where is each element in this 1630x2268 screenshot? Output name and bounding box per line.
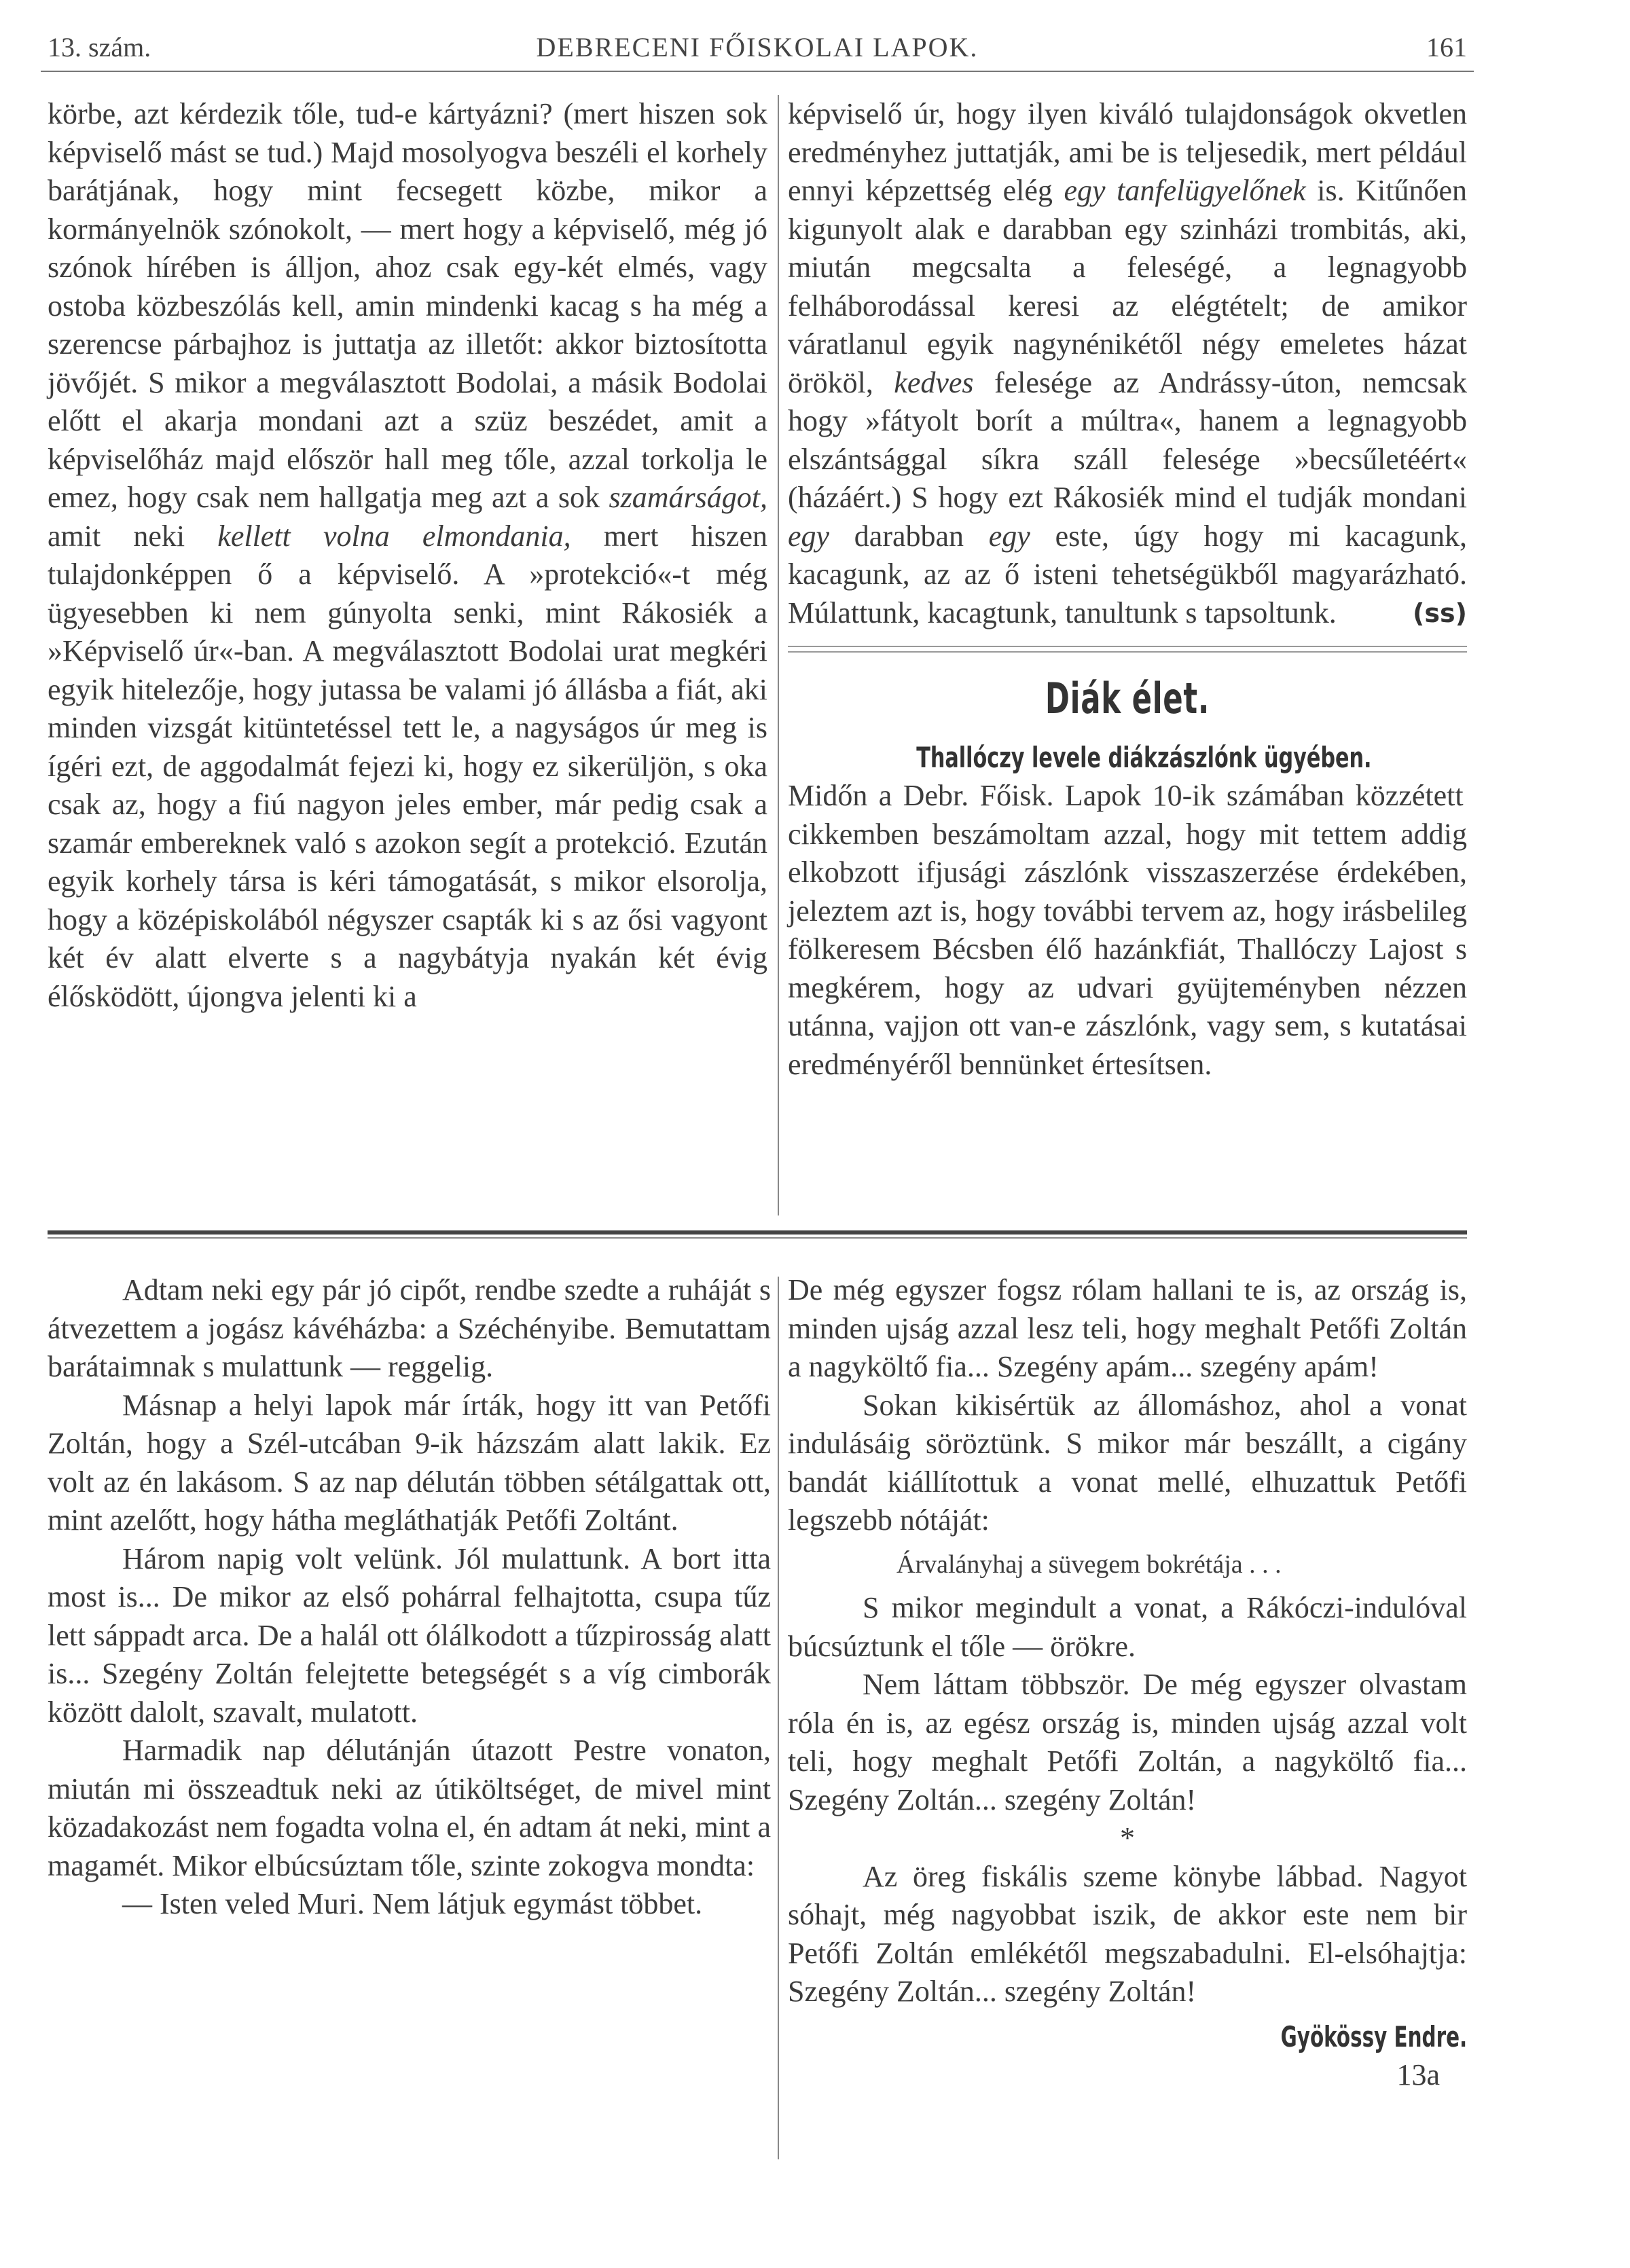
author-sign: (ss) [1413,598,1467,628]
paragraph: Thallóczy levele diákzászlónk ügyében. Midőn a Debr. Főisk. Lapok 10-ik számában közzétett cikkemben beszámoltam azzal, hogy mit tettem addig elkobzott ifjusági zászlónk visszaszerzése érdekében, jeleztem azt is, hogy további tervem az, hogy irásbelileg fölkeresem Bécsben élő hazánkfiát, Thallóczy Lajost s megkérem, hogy az udvari gyüjteményben nézzen utánna, vajjon ott van-e zászlónk, vagy sem, s kutatásai eredményéről bennünket értesítsen. [788,739,1467,1084]
column-top-left [48,95,767,1222]
page-number: 161 [1426,32,1467,62]
signature-mark: 13a [1396,2058,1440,2091]
section-rule [788,651,1467,653]
paragraph: Három napig volt velünk. Jól mulattunk. A bort itta most is... De mikor az első pohárral felhajtotta, csupa tűz lett sáppadt arca. De a halál ott ólálkodott a tűzpirosság alatt is... Szegény Zoltán felejtette betegségét s a víg cimborák között dalolt, szavalt, mulatott. [48,1541,771,1729]
section-rule [788,646,1467,647]
column-bottom-left [48,1271,771,2168]
paragraph: Harmadik nap délutánján útazott Pestre vonaton, miután mi összeadtuk neki az útiköltséget, de mivel mint közadakozást nem fogadta volna el, én adtam át neki, mint a magamét. Mikor elbúcsúztam tőle, szinte zokogva mondta: [48,1734,771,1882]
column-divider [778,95,779,1215]
paragraph: Az öreg fiskális szeme könybe lábbad. Nagyot sóhajt, még nagyobbat iszik, de akkor este nem bir Petőfi Zoltán emlékétől megszabadulni. El-elsóhajtja: Szegény Zoltán... szegény Zoltán! [788,1859,1467,2008]
paragraph: Nem láttam többször. De még egyszer olvastam róla én is, az egész ország is, minden ujság azzal volt teli, hogy meghalt Petőfi Zoltán, a nagyköltő fia... Szegény Zoltán... szegény Zoltán! [788,1668,1467,1816]
article-lead: Thallóczy levele diákzászlónk ügyében. [916,740,1372,774]
paragraph: De még egyszer fogsz rólam hallani te is, az ország is, minden ujság azzal lesz teli, hogy meghalt Petőfi Zoltán a nagyköltő fia... Szegény apám... szegény apám! [788,1273,1467,1383]
issue-number: 13. szám. [48,32,151,62]
running-head [41,27,1474,68]
verse-line: Árvalányhaj a süvegem bokrétája . . . [896,1550,1282,1579]
column-divider [778,1277,779,2159]
paragraph: Másnap a helyi lapok már írták, hogy itt van Petőfi Zoltán, hogy a Szél-utcában 9-ik házszám alatt lakik. Ez volt az én lakásom. S az nap délután többen sétálgattak ott, mint azelőtt, hogy hátha megláthatják Petőfi Zoltánt. [48,1388,771,1537]
author-signature: Gyökössy Endre. [1280,2019,1467,2053]
heavy-divider [48,1230,1467,1234]
header-rule [41,71,1474,72]
asterisk-separator: * [1120,1821,1135,1854]
paragraph: körbe, azt kérdezik tőle, tud-e kártyázni? (mert hiszen sok képviselő mást se tud.) Majd mosolyogva beszéli el korhely barátjának, hogy mint fecsegett közbe, mikor a kormányelnök szónokolt, — mert hogy a képviselő, még jó szónok hírében is álljon, ahoz csak egy-két elmés, vagy ostoba közbeszólás kell, amin mindenki kacag s ha még a szerencse párbajhoz is juttatja az illetőt: akkor biztosította jövőjét. S mikor a megválasztott Bodolai, a másik Bodolai előtt el akarja mondani azt a szüz beszédet, amit a képviselőház majd először hall meg tőle, azzal torkolja le emez, hogy csak nem hallgatja meg azt a sok szamárságot, amit neki kellett volna elmondania, mert hiszen tulajdonképpen ő a képviselő. A »protekció«-t még ügyesebben ki nem gúnyolta senki, mint Rákosiék a »Képviselő úr«-ban. A megválasztott Bodolai urat megkéri egyik hitelezője, hogy jutassa be valami jó állásba a fiát, aki minden vizsgát kitüntetéssel tett le, a nagyságos úr meg is ígéri ezt, de aggodalmát fejezi ki, hogy ez sikerüljön, s oka csak az, hogy a fiú nagyon jeles ember, már pedig csak a szamár embereknek való s azokon segít a protekció. Ezután egyik korhely társa is kéri támogatását, s mikor elsorolja, hogy a középiskolából négyszer csapták ki s az ősi vagyont két év alatt elverte s a nagybátyja nyakán két évig élősködött, újongva jelenti ki a [48,97,767,1013]
signature-line [788,2018,1467,2057]
column-bottom-right [788,1271,1467,2154]
thin-divider [48,1237,1467,1239]
paragraph: — Isten veled Muri. Nem látjuk egymást többet. [122,1887,703,1920]
paragraph: Adtam neki egy pár jó cipőt, rendbe szedte a ruháját s átvezettem a jogász kávéházba: a Széchényibe. Bemutattam barátaimnak s mulattunk — reggelig. [48,1273,771,1383]
section-title: Diák élet. [1045,674,1210,723]
journal-title: DEBRECENI FŐISKOLAI LAPOK. [536,32,979,62]
column-top-right [788,95,1467,1222]
paragraph: Sokan kikisértük az állomáshoz, ahol a vonat indulásáig söröztünk. S mikor már beszállt, a cigány bandát kiállítottuk a vonat mellé, elhuzattuk Petőfi legszebb nótáját: [788,1388,1467,1537]
paragraph: képviselő úr, hogy ilyen kiváló tulajdonságok okvetlen eredményhez juttatják, ami be is teljesedik, mert például ennyi képzettség elég egy tanfelügyelőnek is. Kitűnően kigunyolt alak e darabban egy szinházi trombitás, aki, miután megcsalta a feleségé, a legnagyobb felháborodással keresi az elégtételt; de amikor váratlanul egyik nagynénikétől négy emeletes házat örököl, kedves felesége az Andrássy-úton, nemcsak hogy »fátyolt borít a múltra«, hanem a legnagyobb elszántsággal síkra száll felesége »becsűletéért« (házáért.) S hogy ezt Rákosiék mind el tudják mondani egy darabban egy este, úgy hogy mi kacagunk, kacagunk, az az ő isteni tehetségükből magyarázható. Múlattunk, kacagtunk, tanultunk s tapsoltunk. (ss) [788,95,1467,632]
paragraph: S mikor megindult a vonat, a Rákóczi-indulóval búcsúztunk el tőle — örökre. [788,1591,1467,1663]
